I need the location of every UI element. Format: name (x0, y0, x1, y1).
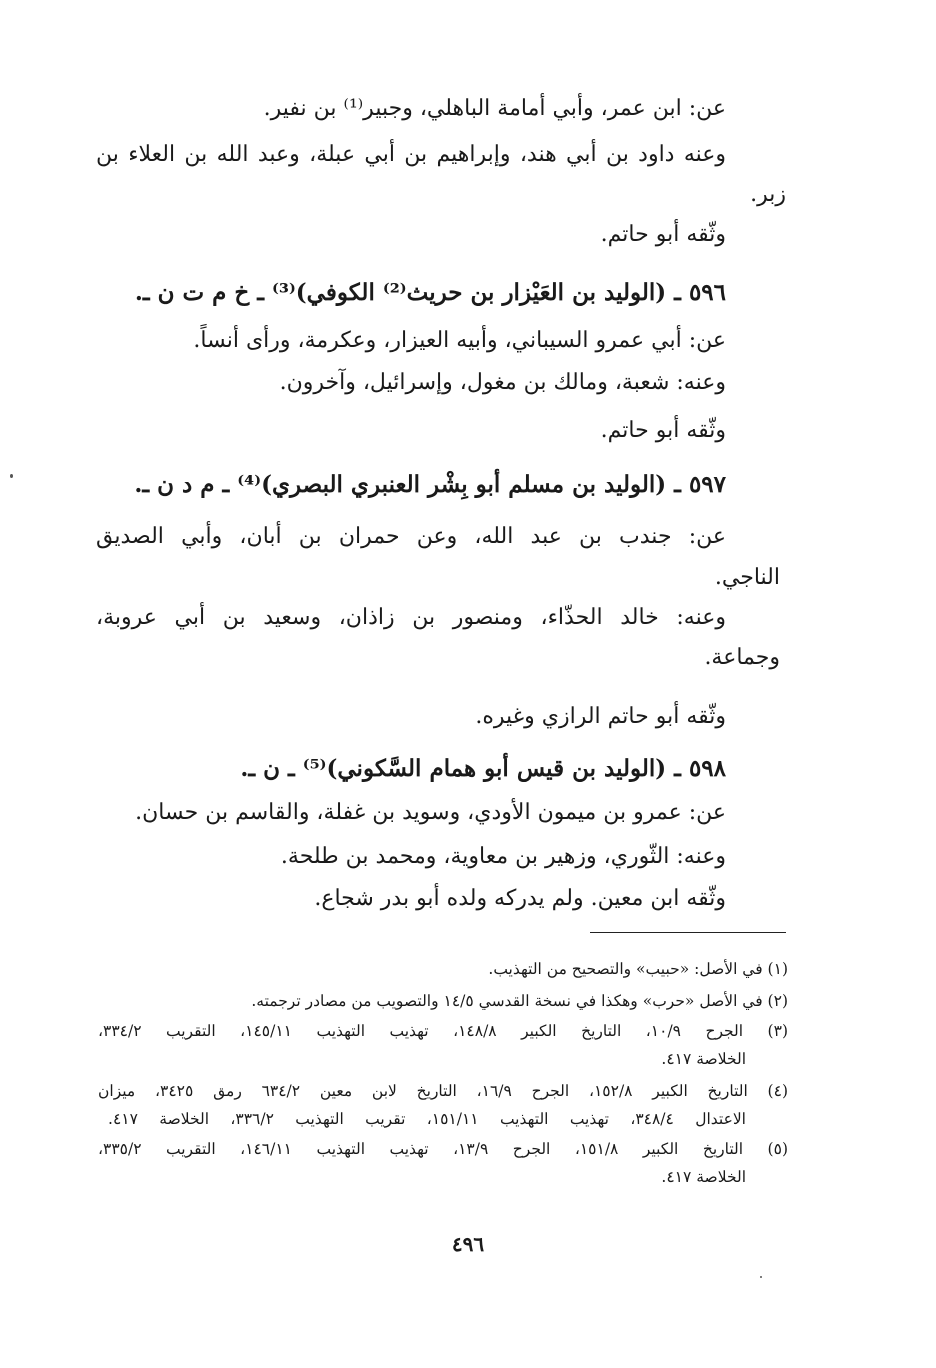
entry-597-narrated-from-line2: الناجي. (714, 565, 780, 590)
entry-595-narrators-line1: وعنه داود بن أبي هند، وإبراهيم بن أبي عبلة، وعبد الله بن العلاء بن (96, 142, 726, 167)
entry-596-authentication: وثّقه أبو حاتم. (600, 418, 726, 443)
footnote-4-line2: الاعتدال ٣٤٨/٤، تهذيب التهذيب ١٥١/١١، تقريب التهذيب ٣٣٦/٢، الخلاصة ٤١٧. (108, 1110, 746, 1128)
entry-598-narrators: وعنه: الثّوري، وزهير بن معاوية، ومحمد بن طلحة. (280, 844, 726, 869)
footnote-3-line1: (٣) الجرح ١٠/٩، التاريخ الكبير ١٤٨/٨، تهذيب التهذيب ١٤٥/١١، التقريب ٣٣٤/٢، (98, 1022, 788, 1040)
entry-598-authentication: وثّقه ابن معين. ولم يدركه ولده أبو بدر شجاع. (314, 886, 726, 911)
footnote-separator (590, 932, 786, 933)
page-number: ٤٩٦ (451, 1232, 485, 1256)
scan-speck (760, 1276, 762, 1278)
footnote-5-line2: الخلاصة ٤١٧. (661, 1168, 746, 1186)
entry-597-heading: ٥٩٧ ـ (الوليد بن مسلم أبو بِشْر العنبري البصري)⁽⁴⁾ ـ م د ن ـ. (134, 471, 726, 498)
footnote-5-line1: (٥) التاريخ الكبير ١٥١/٨، الجرح ١٣/٩، تهذيب التهذيب ١٤٦/١١، التقريب ٣٣٥/٢، (98, 1140, 788, 1158)
entry-597-narrated-from-line1: عن: جندب بن عبد الله، وعن حمران بن أبان، وأبي الصديق (96, 524, 726, 549)
entry-595-narrated-from: عن: ابن عمر، وأبي أمامة الباهلي، وجبير⁽¹⁾ بن نفير. (263, 96, 726, 121)
entry-596-narrators: وعنه: شعبة، ومالك بن مغول، وإسرائيل، وآخرون. (279, 370, 726, 395)
entry-597-narrators-line2: وجماعة. (704, 645, 780, 670)
footnote-3-line2: الخلاصة ٤١٧. (661, 1050, 746, 1068)
entry-597-narrators-line1: وعنه: خالد الحذّاء، ومنصور بن زاذان، وسعيد بن أبي عروبة، (96, 605, 726, 630)
footnote-2: (٢) في الأصل «حرب» وهكذا في نسخة القدسي ١٤/٥ والتصويب من مصادر ترجمته. (251, 992, 788, 1010)
footnote-4-line1: (٤) التاريخ الكبير ١٥٢/٨، الجرح ١٦/٩، التاريخ لابن معين ٦٣٤/٢ رمق ٣٤٢٥، ميزان (98, 1082, 788, 1100)
entry-596-narrated-from: عن: أبي عمرو السيباني، وأبيه العيزار، وعكرمة، ورأى أنساً. (193, 328, 726, 353)
scan-speck (10, 474, 13, 478)
entry-595-authentication: وثّقه أبو حاتم. (600, 222, 726, 247)
entry-597-authentication: وثّقه أبو حاتم الرازي وغيره. (475, 704, 726, 729)
footnote-1: (١) في الأصل: «حبيب» والتصحيح من التهذيب. (488, 960, 788, 978)
entry-596-heading: ٥٩٦ ـ (الوليد بن العَيْزار بن حريث⁽²⁾ الكوفي)⁽³⁾ ـ خ م ت ن ـ. (134, 279, 726, 306)
entry-598-heading: ٥٩٨ ـ (الوليد بن قيس أبو همام السَّكوني)⁽⁵⁾ ـ ن ـ. (240, 755, 726, 782)
entry-598-narrated-from: عن: عمرو بن ميمون الأودي، وسويد بن غفلة، والقاسم بن حسان. (135, 800, 726, 825)
entry-595-narrators-line2: زبر. (750, 182, 786, 207)
